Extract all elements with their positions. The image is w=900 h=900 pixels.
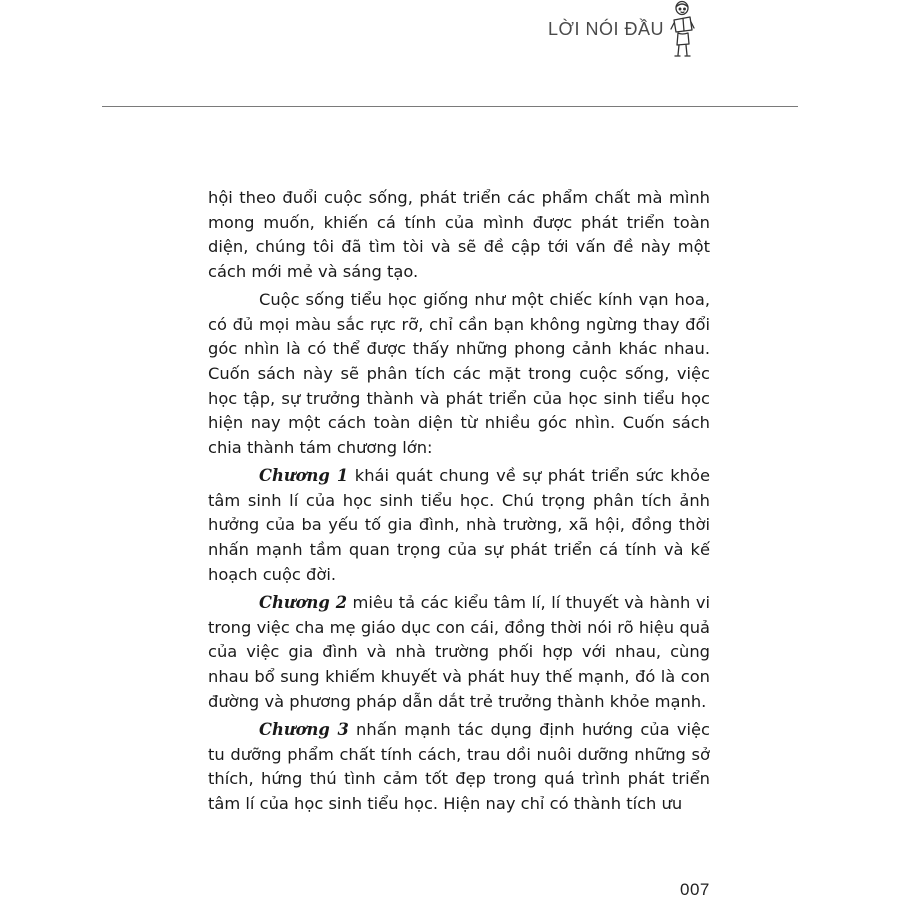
page-number: 007: [680, 880, 710, 899]
chapter-2-text: miêu tả các kiểu tâm lí, lí thuyết và hành vi trong việc cha mẹ giáo dục con cái, đồng thời nói rõ hiệu quả của việc gia đình và nhà trường phối hợp với nhau, cùng nhau bổ sung khiếm khuyết và phát huy thế mạnh, đó là con đường và phương pháp dẫn dắt trẻ trưởng thành khỏe mạnh.: [208, 593, 710, 711]
page-body: [208, 186, 710, 821]
chapter-2-paragraph: [208, 591, 710, 714]
chapter-3-paragraph: [208, 718, 710, 816]
header-divider: [102, 106, 798, 107]
chapter-3-label: Chương 3: [259, 720, 349, 740]
chapter-3-text: nhấn mạnh tác dụng định hướng của việc tu dưỡng phẩm chất tính cách, trau dồi nuôi dưỡng những sở thích, hứng thú tình cảm tốt đẹp trong quá trình phát triển tâm lí của học sinh tiểu học. Hiện nay chỉ có thành tích ưu: [208, 720, 710, 813]
chapter-1-text: khái quát chung về sự phát triển sức khỏe tâm sinh lí của học sinh tiểu học. Chú trọng phân tích ảnh hưởng của ba yếu tố gia đình, nhà trường, xã hội, đồng thời nhấn mạnh tầm quan trọng của sự phát triển cá tính và kế hoạch cuộc đời.: [208, 466, 711, 584]
child-reading-sketch-icon: [662, 0, 702, 62]
body-paragraph: hội theo đuổi cuộc sống, phát triển các phẩm chất mà mình mong muốn, khiến cá tính của mình được phát triển toàn diện, chúng tôi đã tìm tòi và sẽ đề cập tới vấn đề này một cách mới mẻ và sáng tạo.: [208, 188, 710, 281]
chapter-1-paragraph: [208, 464, 710, 587]
chapter-2-label: Chương 2: [259, 593, 348, 613]
body-paragraph: Cuộc sống tiểu học giống như một chiếc kính vạn hoa, có đủ mọi màu sắc rực rỡ, chỉ cần bạn không ngừng thay đổi góc nhìn là có thể được thấy những phong cảnh khác nhau. Cuốn sách này sẽ phân tích các mặt trong cuộc sống, việc học tập, sự trưởng thành và phát triển của học sinh tiểu học hiện nay một cách toàn diện từ nhiều góc nhìn. Cuốn sách chia thành tám chương lớn:: [208, 290, 710, 457]
running-header-title: LỜI NÓI ĐẦU: [548, 19, 664, 39]
chapter-1-label: Chương 1: [259, 466, 349, 486]
